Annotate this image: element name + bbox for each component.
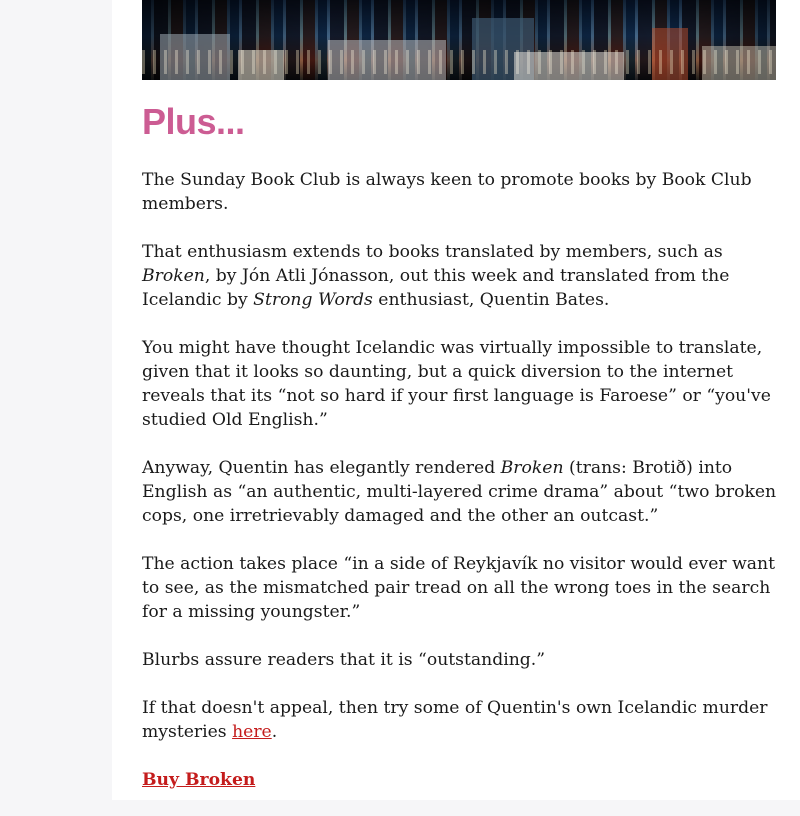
- article-body: [142, 168, 782, 816]
- text-span: That enthusiasm extends to books translated by members, such as: [142, 242, 723, 262]
- paragraph-action: The action takes place “in a side of Reykjavík no visitor would ever want to see, as the mismatched pair tread on all the wrong toes in the search for a missing youngster.”: [142, 554, 776, 622]
- paragraph-intro: The Sunday Book Club is always keen to promote books by Book Club members.: [142, 170, 752, 214]
- book-title: Broken: [142, 266, 205, 286]
- section-heading: Plus...: [142, 101, 245, 142]
- paragraph-icelandic: You might have thought Icelandic was virtually impossible to translate, given that it looks so daunting, but a quick diversion to the internet reveals that its “not so hard if your first language is Faroese” or “you've studied Old English.”: [142, 338, 771, 430]
- text-span: enthusiast, Quentin Bates.: [372, 290, 610, 310]
- text-span: Anyway, Quentin has elegantly rendered: [142, 458, 501, 478]
- paragraph-translation: [142, 240, 782, 312]
- paragraph-blurbs: Blurbs assure readers that it is “outstanding.”: [142, 650, 546, 670]
- text-span: , by Jón Atli Jónasson, out this week and translated from the Icelandic by: [142, 266, 730, 310]
- book-title: Broken: [500, 458, 564, 478]
- newsletter-content: [112, 0, 800, 800]
- text-span: .: [271, 722, 278, 742]
- publication-title: Strong Words: [253, 290, 373, 310]
- buy-broken-link[interactable]: Buy Broken: [142, 770, 256, 790]
- text-span: If that doesn't appeal, then try some of Quentin's own Icelandic murder mysteries: [142, 698, 768, 742]
- reykjavik-cityscape-image: [142, 0, 776, 80]
- paragraph-rendered: [142, 456, 782, 528]
- paragraph-alternative: [142, 696, 782, 744]
- text-span: (trans: Brotið) into English as “an authentic, multi-layered crime drama” about “two broken cops, one irretrievably damaged and the other an outcast.”: [142, 458, 777, 526]
- here-link[interactable]: here: [232, 722, 272, 742]
- buy-paragraph: [142, 768, 782, 792]
